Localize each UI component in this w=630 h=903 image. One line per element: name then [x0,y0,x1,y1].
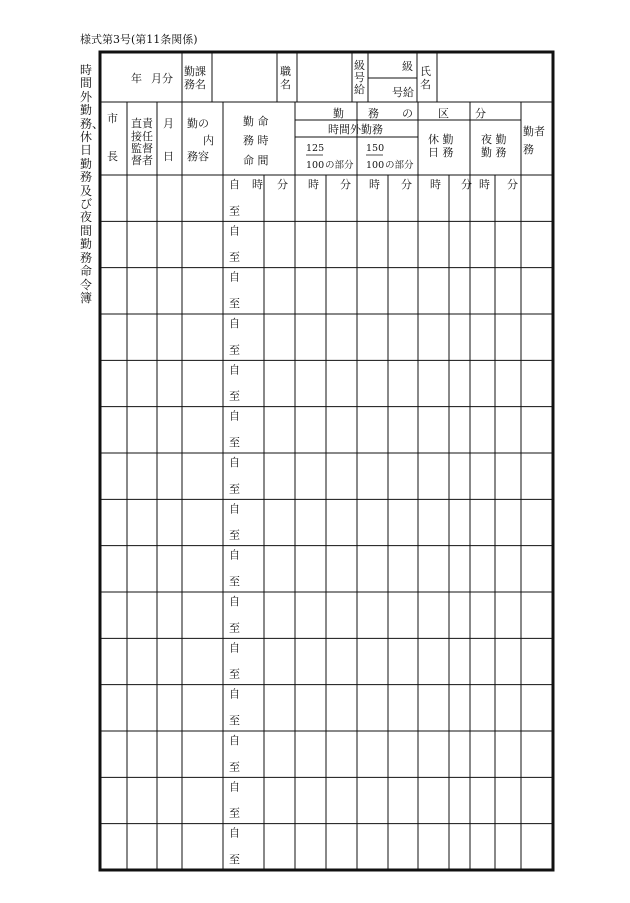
label-to: 至 [229,853,240,866]
label-from: 自 [229,595,240,608]
label-meirei-2: 務 時 [243,134,269,147]
label-hi: 日 [163,150,174,163]
label-to: 至 [229,343,240,357]
label-choku-4: 督者 [131,154,153,167]
label-to: 至 [229,760,240,774]
label-meirei-1: 勤 命 [243,115,269,128]
label-ji: 時 [308,178,319,191]
label-no-bubun: の部分 [325,160,354,171]
label-choku-3: 監督 [131,142,153,155]
label-kyu: 級 [402,60,413,73]
label-shicho-1: 市 [107,112,118,125]
label-kubun-5: 分 [475,107,486,120]
label-tsuki: 月 [163,117,174,130]
label-to: 至 [229,297,240,310]
label-rate150-den: 100 [366,160,385,171]
label-shi-mei: 名 [420,78,431,91]
label-ji: 時 [430,178,441,191]
label-kyujitsu-2: 日 務 [428,146,454,159]
label-fun: 分 [277,178,288,191]
label-from: 自 [229,826,240,840]
form-number: 様式第3号(第11条関係) [80,33,198,46]
label-kinmu-mei: 務名 [184,78,206,91]
label-fun: 分 [507,178,518,191]
label-kinmu-ka: 勤課 [184,65,206,78]
label-from: 自 [229,363,240,377]
label-fun: 分 [401,178,412,191]
label-kinmusha-2: 務 [523,143,534,156]
label-naiyo-2: 内 [203,134,214,147]
label-to: 至 [229,482,240,496]
label-kubun-3: の [402,107,413,120]
label-to: 至 [229,667,240,681]
label-to: 至 [229,714,240,727]
label-to: 至 [229,250,240,264]
label-naiyo-1: 勤の [187,117,209,130]
label-kubun-2: 務 [368,107,379,120]
label-kyugokyu-1: 級 [354,59,365,72]
label-kubun-4: 区 [438,107,449,120]
label-shicho-2: 長 [107,150,118,163]
label-from: 自 [229,502,240,516]
label-ji: 時 [252,178,263,191]
label-yakan-1: 夜 勤 [481,133,507,146]
label-ji: 時 [369,178,380,191]
label-ji: 時 [479,178,490,191]
label-from: 自 [229,734,240,747]
label-choku-2: 接任 [131,130,153,143]
label-rate125-den: 100 [306,160,325,171]
label-fun: 分 [340,178,351,191]
label-from: 自 [229,409,240,423]
label-meirei-3: 命 間 [243,154,269,167]
label-to: 至 [229,204,240,218]
label-month: 月分 [151,72,173,85]
label-from: 自 [229,548,240,562]
label-kinmusha-1: 勤者 [523,125,545,138]
label-yakan-2: 勤 務 [481,146,507,159]
label-year: 年 [131,72,142,85]
label-to: 至 [229,575,240,588]
label-from: 自 [229,780,240,794]
label-shoku: 職 [280,65,291,78]
label-shi: 氏 [420,65,431,78]
label-kyugokyu-3: 給 [354,83,365,96]
label-jikangai: 時間外勤務 [328,123,383,136]
label-from: 自 [229,317,240,330]
label-from: 自 [229,224,240,238]
label-fun: 分 [461,178,472,191]
label-from: 自 [229,456,240,469]
label-to: 至 [229,389,240,403]
label-naiyo-3: 務容 [187,150,209,163]
label-shoku-mei: 名 [280,78,291,91]
label-gokyu: 号給 [392,86,414,99]
label-from: 自 [229,178,240,191]
label-rate125-num: 125 [306,143,325,154]
label-no-bubun: の部分 [385,160,414,171]
label-from: 自 [229,270,240,284]
label-to: 至 [229,436,240,449]
label-kubun-1: 勤 [333,107,344,120]
label-kyugokyu-2: 号 [354,71,365,84]
label-choku-1: 直責 [131,117,153,130]
label-to: 至 [229,621,240,635]
label-to: 至 [229,806,240,820]
label-from: 自 [229,641,240,655]
label-from: 自 [229,687,240,701]
label-kyujitsu-1: 休 勤 [428,133,454,146]
document-title: 時間外勤務、休日勤務及び夜間勤務命令簿 [80,63,105,305]
label-to: 至 [229,528,240,542]
label-rate150-num: 150 [366,143,385,154]
